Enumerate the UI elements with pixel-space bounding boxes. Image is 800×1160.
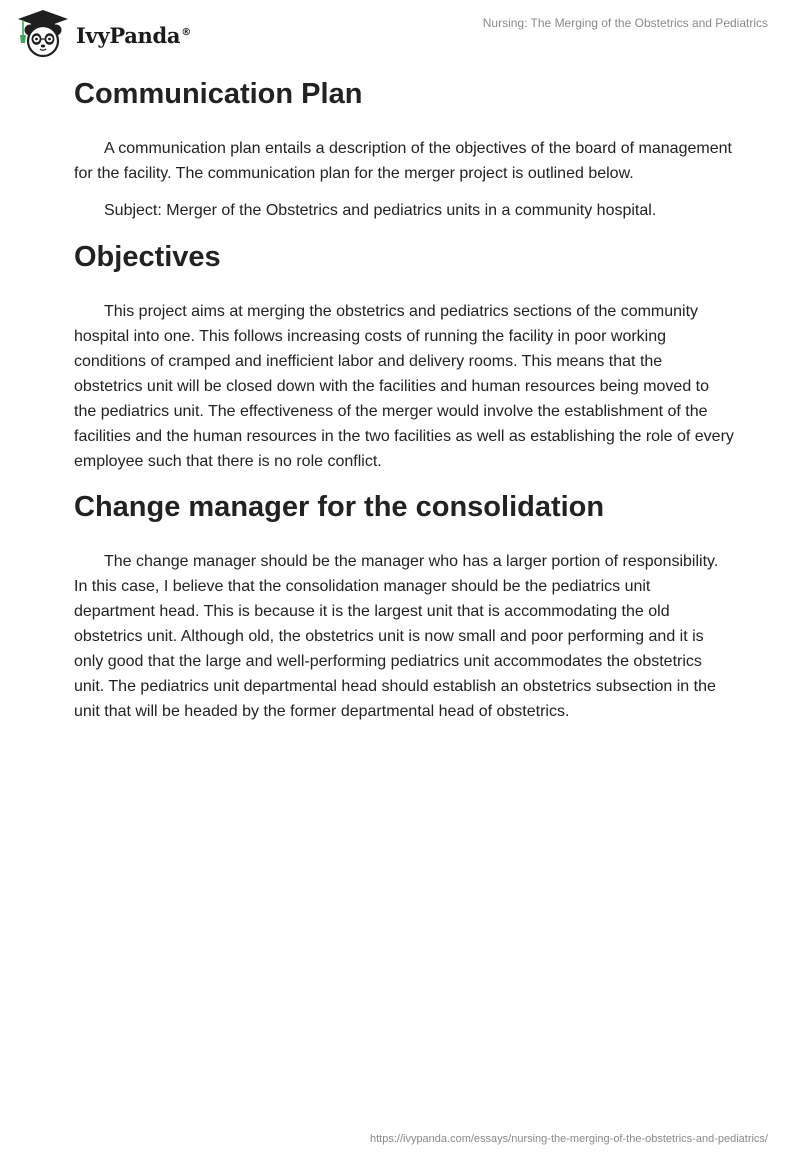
heading-change-manager: Change manager for the consolidation — [74, 491, 605, 523]
essay-content — [74, 70, 734, 724]
source-url[interactable]: https://ivypanda.com/essays/nursing-the-merging-of-the-obstetrics-and-pediatrics/ — [369, 1133, 768, 1145]
paragraph-objectives: This project aims at merging the obstetrics and pediatrics sections of the community hospital into one. This follows increasing costs of running the facility in poor working conditions of cramped and inefficient labor and delivery rooms. This means that the obstetrics unit will be closed down with the facilities and human resources being moved to the pediatrics unit. The effectiveness of the merger would involve the establishment of the facilities and the human resources in the two facilities as well as establishing the role of every employee such that there is no role conflict. — [74, 303, 734, 470]
registered-mark: ® — [181, 26, 191, 38]
paragraph-communication-plan-intro: A communication plan entails a description of the objectives of the board of management for the facility. The communication plan for the merger project is outlined below. — [74, 140, 732, 182]
panda-graduate-icon — [14, 8, 72, 60]
heading-communication-plan: Communication Plan — [74, 78, 363, 110]
ivypanda-logo[interactable] — [14, 8, 191, 60]
running-title: Nursing: The Merging of the Obstetrics and Pediatrics — [482, 16, 768, 30]
heading-objectives: Objectives — [74, 241, 221, 273]
paragraph-subject: Subject: Merger of the Obstetrics and pediatrics units in a community hospital. — [104, 202, 657, 219]
logo-wordmark: IvyPanda® — [76, 22, 191, 48]
paragraph-change-manager: The change manager should be the manager who has a larger portion of responsibility. In this case, I believe that the consolidation manager should be the pediatrics unit department head. This is because it is the largest unit that is accommodating the old obstetrics unit. Although old, the obstetrics unit is now small and poor performing and it is only good that the large and well-performing pediatrics unit accommodates the obstetrics unit. The pediatrics unit departmental head should establish an obstetrics subsection in the unit that will be headed by the former departmental head of obstetrics. — [74, 553, 719, 720]
